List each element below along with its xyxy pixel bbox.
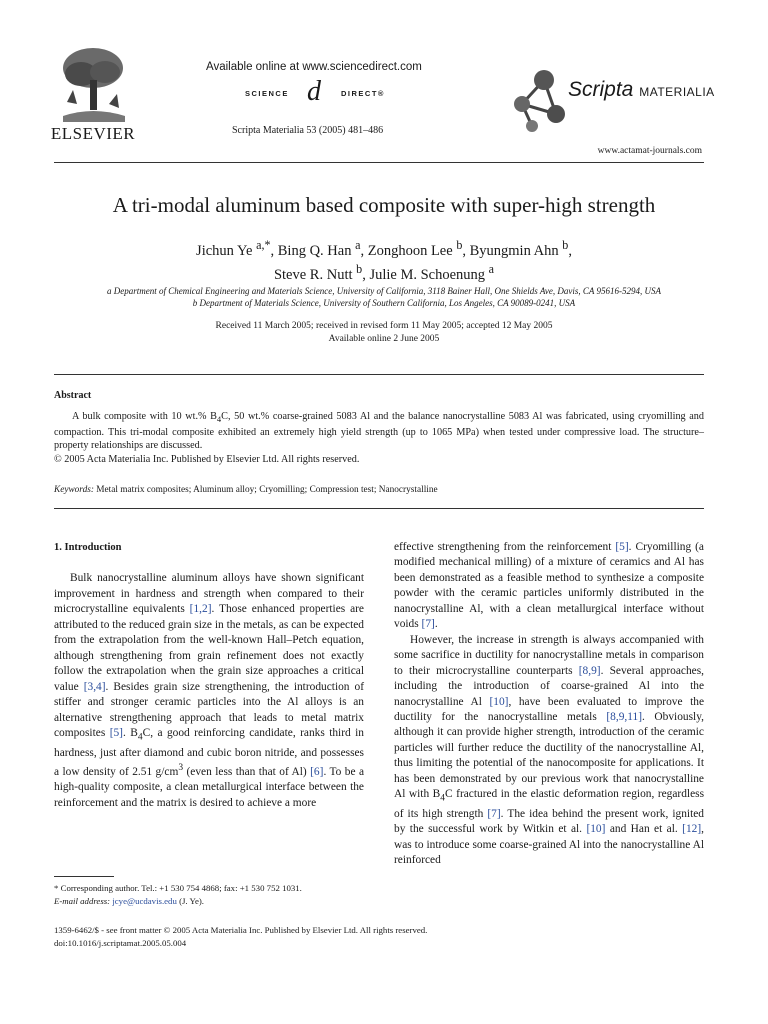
journal-reference: Scripta Materialia 53 (2005) 481–486 (232, 125, 384, 136)
issn-line: 1359-6462/$ - see front matter © 2005 Acta Materialia Inc. Published by Elsevier Ltd. All rights reserved. (54, 925, 428, 935)
abstract-body (54, 410, 704, 466)
abstract-heading: Abstract (54, 390, 92, 401)
citation-link[interactable]: [6] (310, 765, 324, 778)
citation-link[interactable]: [12] (682, 823, 702, 836)
citation-link[interactable]: [7] (487, 807, 501, 820)
citation-link[interactable]: [10] (586, 823, 606, 836)
authors-line-1: Jichun Ye $^{a,*}$, Bing Q. Han $^a$, Zonghoon Lee $^b$, Byungmin Ahn $^b$, (196, 238, 572, 259)
intro-paragraph-2: However, the increase in strength is always accompanied with some sacrifice in ductility for nanocrystalline metals in comparison to their microcrystalline counterparts [8,9]. Several approaches, including the introduction of coarse-grained Al into the nanocrystalline Al [10], have been evaluated to improve the ductility for the nanocrystalline metals [8,9,11]. Obviously, although it can provide higher strength, introduction of the ceramic particles will further reduce the ductility of the nanocrystalline Al, thus limiting the potential of the nanocomposite for applications. It has been demonstrated by our previous work that nanocrystalline Al with $B_4C$ fractured in the elastic deformation region, regardless of its high strength [7]. The idea behind the present work, ignited by the successful work by Witkin et al. [10] and Han et al. [12], was to introduce some coarse-grained Al into the nanocrystalline Al reinforced (394, 633, 705, 867)
citation-link[interactable]: [10] (489, 695, 509, 708)
available-date: Available online 2 June 2005 (328, 334, 440, 344)
publisher-logo (46, 44, 140, 144)
doi-line: doi:10.1016/j.scriptamat.2005.05.004 (54, 937, 187, 948)
citation-link[interactable]: [8,9,11] (606, 710, 642, 723)
sciencedirect-logo (245, 76, 395, 108)
authors-line-2: Steve R. Nutt $^b$, Julie M. Schoenung $^a$ (273, 261, 495, 283)
abstract-text: A bulk composite with 10 wt.% $B_4C$, 50 wt.% coarse-grained 5083 Al and the balance nanocrystalline 5083 Al was fabricated, using cryomilling and compaction. This tri-modal composite exhibited an extremely high yield strength (up to 1065 MPa) when tested under compressive load. The structure–property relationships are discussed. (54, 411, 704, 452)
citation-link[interactable]: [8,9] (578, 664, 601, 677)
email-suffix: (J. Ye). (179, 895, 204, 906)
article-dates (0, 320, 768, 346)
citation-link[interactable]: [1,2] (189, 603, 212, 616)
affiliation-a: a Department of Chemical Engineering and Materials Science, University of California, 3118 Bainer Hall, One Shields Ave, Davis, CA 95616-5294, USA (107, 286, 661, 296)
abstract-bottom-rule (54, 508, 704, 509)
affiliation-b: b Department of Materials Science, University of Southern California, Los Angeles, CA 90089-0241, USA (192, 298, 576, 308)
journal-logo-text (568, 78, 715, 102)
email-link[interactable]: jcye@ucdavis.edu (112, 895, 177, 906)
citation-link[interactable]: [7] (421, 618, 435, 631)
elsevier-tree-icon (53, 44, 133, 124)
keywords-label: Keywords: (54, 485, 94, 495)
journal-logo (510, 64, 720, 144)
corresponding-author: * Corresponding author. Tel.: +1 530 754 4868; fax: +1 530 752 1031. (54, 883, 302, 893)
abstract-top-rule (54, 374, 704, 375)
article-title: A tri-modal aluminum based composite with super-high strength (112, 193, 656, 217)
journal-url[interactable]: www.actamat-journals.com (597, 146, 702, 156)
journal-logo-main: Scripta (568, 78, 634, 101)
section-heading: 1. Introduction (54, 542, 122, 553)
sd-at-icon: d (307, 76, 321, 107)
received-dates: Received 11 March 2005; received in revised form 11 May 2005; accepted 12 May 2005 (215, 321, 553, 331)
sd-left-text: SCIENCE (245, 89, 289, 98)
intro-paragraph-1-cont: effective strengthening from the reinforcement [5]. Cryomilling (a modified mechanical milling) of a mixture of ceramics and Al has been demonstrated as a feasible method to synthesize a composite powder with the ceramic particles uniformly distributed in the nanocrystalline Al, with a clean metallurgical interface without voids [7]. (394, 541, 704, 631)
email-label: E-mail address: (54, 895, 111, 906)
sd-right-text: DIRECT® (341, 89, 385, 98)
affiliations (54, 285, 714, 309)
email-line (54, 895, 374, 908)
keywords-list: Metal matrix composites; Aluminum alloy; Cryomilling; Compression test; Nanocrystalline (96, 485, 438, 495)
keywords (54, 485, 438, 495)
header-divider (54, 162, 704, 163)
intro-paragraph-1: Bulk nanocrystalline aluminum alloys have shown significant improvement in hardness and strength when compared to their microcrystalline equivalents [1,2]. Those enhanced properties are attributed to the reduced grain size in the metals, as can be expected from the extrapolation from the well-known Hall–Petch equation, although strengthening from grain refinement does not exactly follow the extrapolation when the grain size approaches a critical value [3,4]. Besides grain size strengthening, the introduction of stiffer and stronger ceramic particles into the Al alloys is an alternative strengthening approach that leads to metal matrix composites [5]. $B_4C$, a good reinforcing candidate, ranks third in hardness, just after diamond and cubic boron nitride, and possesses a low density of 2.51 $g/cm^3$ (even less than that of Al) [6]. To be a high-quality composite, a clean metallurgical interface between the reinforcement and the matrix is desired to achieve a more (54, 572, 365, 809)
citation-link[interactable]: [3,4] (83, 680, 106, 693)
footnote-rule (54, 876, 114, 877)
left-column (54, 540, 364, 811)
journal-logo-sub: MATERIALIA (639, 85, 715, 99)
citation-link[interactable]: [5] (615, 541, 629, 553)
citation-link[interactable]: [5] (109, 726, 123, 739)
right-column (394, 540, 704, 869)
bottom-info (54, 924, 427, 949)
author-list (0, 236, 768, 284)
abstract-copyright: © 2005 Acta Materialia Inc. Published by Elsevier Ltd. All rights reserved. (54, 453, 360, 465)
molecule-icon (510, 64, 568, 136)
available-online-text: Available online at www.sciencedirect.com (206, 61, 422, 73)
footnote (54, 882, 374, 907)
publisher-name: ELSEVIER (50, 124, 136, 143)
